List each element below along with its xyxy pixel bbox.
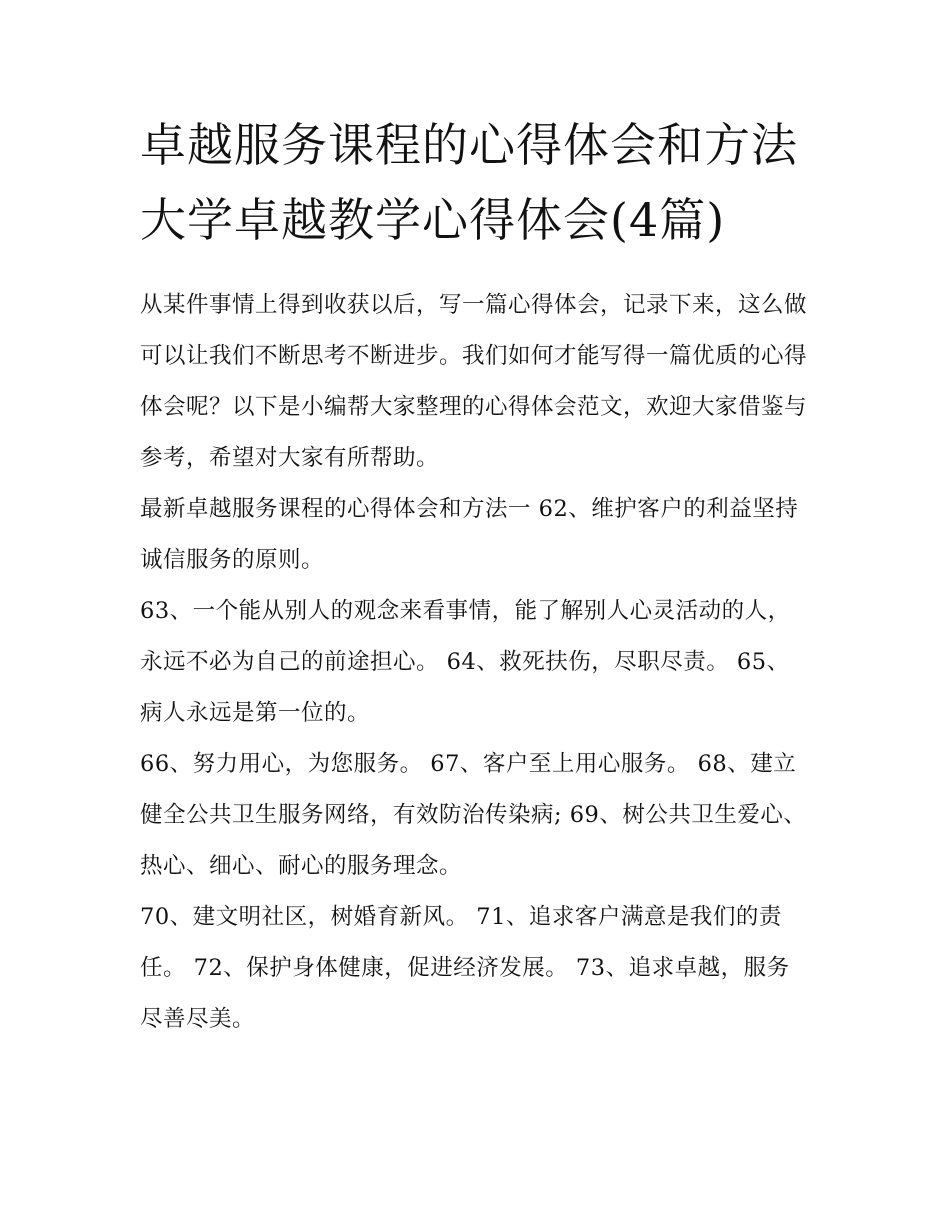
paragraph-intro: 从某件事情上得到收获以后，写一篇心得体会，记录下来，这么做可以让我们不断思考不断进步。我们如何才能写得一篇优质的心得体会呢？以下是小编帮大家整理的心得体会范文，欢迎大家借鉴与参考，希望对大家有所帮助。 xyxy=(140,292,808,471)
paragraph-70-73: 70、建文明社区，树婚育新风。 71、追求客户满意是我们的责任。 72、保护身体健康，促进经济发展。 73、追求卓越，服务尽善尽美。 xyxy=(140,904,790,1032)
document-title: 卓越服务课程的心得体会和方法 大学卓越教学心得体会(4篇) xyxy=(140,118,798,247)
paragraph-62: 最新卓越服务课程的心得体会和方法一 62、维护客户的利益坚持诚信服务的原则。 xyxy=(140,496,799,573)
paragraph-63-65: 63、一个能从别人的观念来看事情，能了解别人心灵活动的人，永远不必为自己的前途担心。 64、救死扶伤，尽职尽责。 65、病人永远是第一位的。 xyxy=(140,598,791,726)
paragraph-66-69: 66、努力用心，为您服务。 67、客户至上用心服务。 68、建立健全公共卫生服务网络，有效防治传染病; 69、树公共卫生爱心、热心、细心、耐心的服务理念。 xyxy=(140,751,807,879)
document-body xyxy=(140,280,812,1045)
